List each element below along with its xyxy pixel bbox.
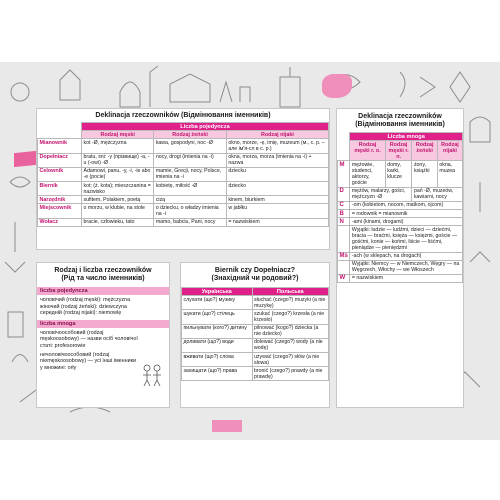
table-row bbox=[38, 153, 329, 167]
cell-masculine: Adamowi, panu, -у, -i, -ie abo -e (pocie) bbox=[82, 167, 154, 181]
cell-neuter: = nazwiskiem bbox=[226, 218, 328, 226]
gender-number-panel bbox=[36, 262, 170, 408]
cell: okna, muzea bbox=[437, 161, 462, 187]
plural-bar: Liczba mnoga bbox=[350, 133, 463, 141]
cell-ua: захищати (що?) права bbox=[182, 367, 253, 381]
cell-ua: вживати (що?) слова bbox=[182, 352, 253, 366]
header-neuter: Rodzaj nijaki bbox=[226, 131, 328, 139]
cell-neuter: w jabłku bbox=[226, 204, 328, 218]
table-row bbox=[182, 296, 329, 310]
cell-pl: szukać (czego?) krzesła (a nie krzesło) bbox=[252, 310, 328, 324]
table-row bbox=[338, 260, 463, 274]
case-label bbox=[338, 260, 350, 274]
table-row bbox=[182, 324, 329, 338]
case-label: Celownik bbox=[38, 167, 82, 181]
gender-subtitle: (Рід та число іменників) bbox=[61, 275, 145, 282]
plural-declension-table bbox=[337, 132, 463, 283]
case-label: D bbox=[338, 187, 350, 201]
gender-title: Rodzaj i liczba rzeczowników bbox=[54, 267, 152, 274]
cell-neuter: dziecko bbox=[226, 181, 328, 195]
header-masc-personal: Rodzaj męski r. o. bbox=[350, 141, 385, 161]
cell-feminine: kawa, gospodyni, noc -Ø bbox=[154, 139, 227, 153]
cell: mężów, malarzy, gości, mężczyzn -Ø bbox=[350, 187, 412, 201]
singular-declension-title: Deklinacja rzeczowników (Відмінювання іменників) bbox=[95, 112, 271, 119]
header-masculine: Rodzaj męski bbox=[82, 131, 154, 139]
table-row bbox=[338, 274, 463, 282]
cell: = rodownik = mianownik bbox=[350, 209, 463, 217]
case-label: C bbox=[338, 201, 350, 209]
cell: Wyjątki: ludzie — ludźmi, dzieci — dziećmi, bracia — braćmi, księża — księżmi, goście — gośćmi, konie — końmi, liście — liśćmi, pieniądze — pieniędzmi bbox=[350, 226, 463, 252]
case-label bbox=[338, 226, 350, 252]
table-row bbox=[182, 367, 329, 381]
gender-line: чоловічий (rodzaj męski): mężczyzna bbox=[40, 297, 131, 303]
cell-masculine: bracie, człowieku, tato bbox=[82, 218, 154, 226]
biernik-panel bbox=[180, 262, 330, 408]
header-masc-nonpersonal: Rodzaj męski r. n. bbox=[385, 141, 412, 161]
cell-ua: слухати (що?) музику bbox=[182, 296, 253, 310]
header-feminine: Rodzaj żeński bbox=[412, 141, 437, 161]
cell: domy, karki, klucze bbox=[385, 161, 412, 187]
cell-neuter: okna, morza, morza (imienia na -i) + nazwa bbox=[226, 153, 328, 167]
header-neuter: Rodzaj nijaki bbox=[437, 141, 462, 161]
gender-plural-bar: liczba mnoga bbox=[37, 320, 169, 328]
case-label: M bbox=[338, 161, 350, 187]
case-label: Ms bbox=[339, 253, 348, 260]
table-row bbox=[338, 252, 463, 260]
cell: = nazwiskiem bbox=[350, 274, 463, 282]
case-label: Miejscownik bbox=[38, 204, 82, 218]
cell: -ach (w sklepach, na drogach) bbox=[350, 252, 463, 260]
cell-neuter: okno, morze, -ę, imię, muzeum (м., с. р. – але ім'я-сл в с. р.) bbox=[226, 139, 328, 153]
cell-masculine: kot -Ø, mężczyzna bbox=[82, 139, 154, 153]
cell-pl: słuchać (czego?) muzyki (a nie muzykę) bbox=[252, 296, 328, 310]
header-ukrainian: Українська bbox=[182, 288, 253, 296]
table-row bbox=[38, 196, 329, 204]
table-row bbox=[182, 352, 329, 366]
table-row bbox=[338, 187, 463, 201]
gender-line: середній (rodzaj nijaki): niemowlę bbox=[40, 310, 122, 317]
case-label: W bbox=[338, 274, 350, 282]
table-row bbox=[182, 310, 329, 324]
case-label: Narzędnik bbox=[38, 196, 82, 204]
cell-ua: шукати (що?) стілець bbox=[182, 310, 253, 324]
table-row bbox=[38, 167, 329, 181]
biernik-table bbox=[181, 287, 329, 381]
table-row bbox=[338, 218, 463, 226]
cell-pl: dolewać (czego?) wody (a nie wodę) bbox=[252, 338, 328, 352]
cell-feminine: kobietę, miłość -Ø bbox=[154, 181, 227, 195]
cell-feminine: nocy, drogi (imienia na -i) bbox=[154, 153, 227, 167]
pink-flag-left bbox=[14, 151, 36, 167]
table-row bbox=[38, 181, 329, 195]
case-label: Biernik bbox=[38, 181, 82, 195]
header-polish: Польська bbox=[252, 288, 328, 296]
cell-neuter: kinem, biurkiem bbox=[226, 196, 328, 204]
cell-feminine: mamie, Grecji, nocy, Polsce, imienia na -i bbox=[154, 167, 227, 181]
biernik-subtitle: (Знахідний чи родовий?) bbox=[211, 275, 299, 282]
gender-line: нечоловічоособовий (rodzaj niemęskoosobowy) — усі інші іменники у множині: orły bbox=[40, 351, 136, 371]
singular-declension-panel bbox=[36, 108, 330, 250]
cell-masculine: bratu, sni: -у (прізвище) -a, -u (-owi) -Ø bbox=[82, 153, 154, 167]
cell-feminine: mamo, babciu, Pani, nocy bbox=[154, 218, 227, 226]
singular-bar: Liczba pojedyncza bbox=[82, 123, 329, 131]
cell: Wyjątki: Niemcy — w Niemczech, Węgry — na Węgrzech, Włochy — we Włoszech bbox=[350, 260, 463, 274]
gender-line: жіночий (rodzaj żeński): dziewczyna bbox=[40, 303, 127, 310]
table-row bbox=[38, 204, 329, 218]
singular-declension-table bbox=[37, 122, 329, 227]
table-row bbox=[182, 338, 329, 352]
biernik-title: Biernik czy Dopełniacz? bbox=[214, 267, 296, 274]
gender-singular-bar: liczba pojedyncza bbox=[37, 287, 169, 295]
cell-masculine: kot; (ż. kota); mieszczanina = nazwisko bbox=[82, 181, 154, 195]
cell-pl: pilnować (kogo?) dziecka (a nie dziecko) bbox=[252, 324, 328, 338]
cell: żony, książki bbox=[412, 161, 437, 187]
cell: pań -Ø, muzeów, kawiarni, nocy bbox=[412, 187, 463, 201]
cell-neuter: dziecku bbox=[226, 167, 328, 181]
cell-ua: доливати (що?) води bbox=[182, 338, 253, 352]
table-row bbox=[38, 139, 329, 153]
table-row bbox=[338, 201, 463, 209]
header-feminine: Rodzaj żeński bbox=[154, 131, 227, 139]
table-row bbox=[338, 209, 463, 217]
plural-declension-panel bbox=[336, 108, 464, 408]
table-row bbox=[38, 218, 329, 226]
cell-masculine: o morzu, w klubie, na stole bbox=[82, 204, 154, 218]
pink-map-top bbox=[322, 74, 352, 98]
cell-masculine: sufitem, Polakiem, poetą bbox=[82, 196, 154, 204]
gender-line: чоловічоособовий (rodzaj męskoosobowy) — назви осіб чоловічої статі: profesorowie bbox=[40, 329, 138, 349]
table-row bbox=[338, 226, 463, 252]
case-label: Mianownik bbox=[38, 139, 82, 153]
case-label: Dopełniacz bbox=[38, 153, 82, 167]
pink-rooftops bbox=[212, 420, 242, 432]
case-label: Wołacz bbox=[38, 218, 82, 226]
table-row bbox=[338, 161, 463, 187]
case-label: N bbox=[338, 218, 350, 226]
cell: -om (kobietom, nocom, matkom, ojcom) bbox=[350, 201, 463, 209]
cell-pl: używać (czego?) słów (a nie słowa) bbox=[252, 352, 328, 366]
plural-declension-title: Deklinacja rzeczowników (Відмінювання іменників) bbox=[355, 113, 445, 128]
cell: mężowie, studenci, aktorzy, goście bbox=[350, 161, 385, 187]
cell-feminine: cizą bbox=[154, 196, 227, 204]
case-label: B bbox=[338, 209, 350, 217]
cell-feminine: o dziecku, o władzy imienia na -i bbox=[154, 204, 227, 218]
cell-ua: пильнувати (кого?) дитину bbox=[182, 324, 253, 338]
cell-pl: bronić (czego?) prawdy (a nie prawdę) bbox=[252, 367, 328, 381]
cell: -ami (kinami, drogami) bbox=[350, 218, 463, 226]
people-figures-icon bbox=[141, 363, 163, 389]
